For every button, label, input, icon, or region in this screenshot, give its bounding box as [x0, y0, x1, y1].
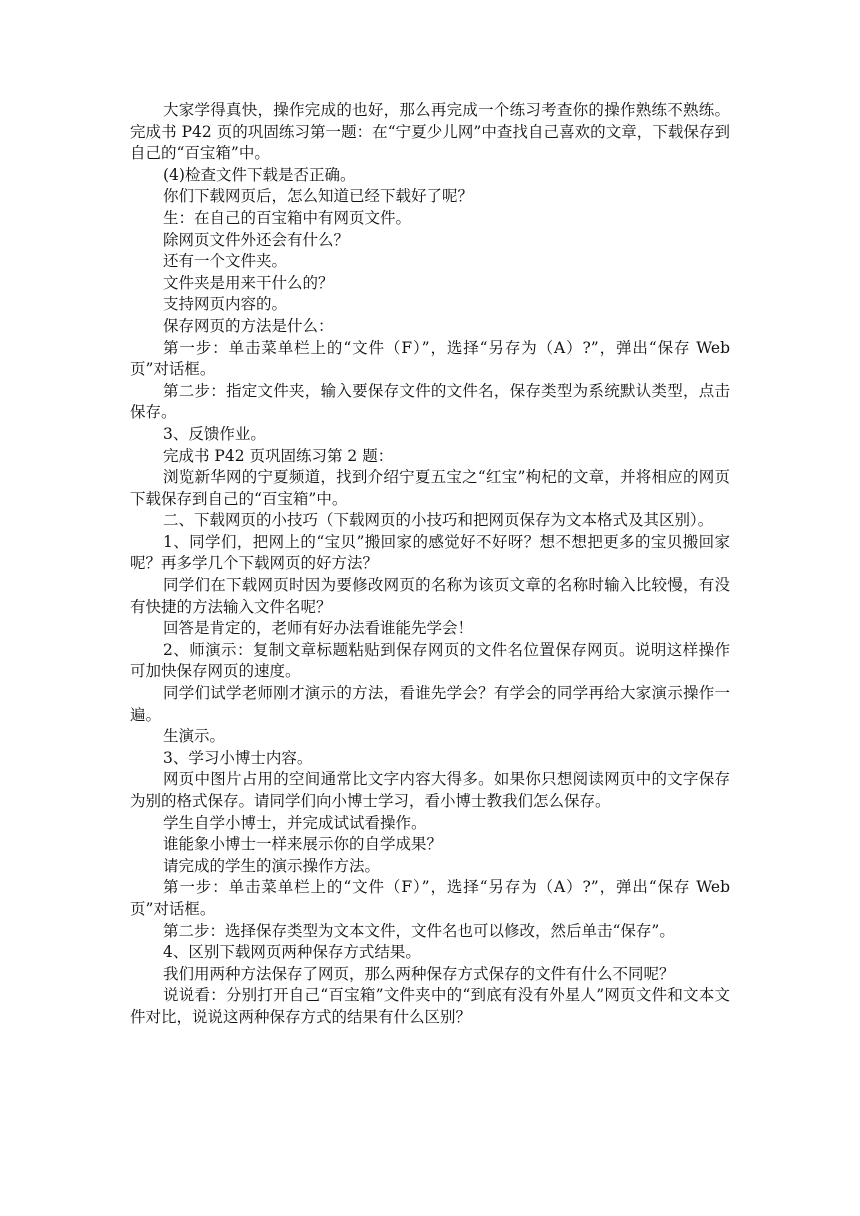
paragraph: 浏览新华网的宁夏频道，找到介绍宁夏五宝之“红宝”枸杞的文章，并将相应的网页下载保存到自己的“百宝箱”中。: [130, 468, 730, 508]
paragraph: 你们下载网页后，怎么知道已经下载好了呢？: [163, 187, 474, 206]
paragraph: 第一步：单击菜单栏上的“文件（F）”，选择“另存为（A）?”，弹出“保存 Web 页”对话框。: [130, 338, 730, 379]
paragraph: 学生自学小博士，并完成试试看操作。: [163, 813, 427, 832]
paragraph: 第一步：单击菜单栏上的“文件（F）”，选择“另存为（A）?”，弹出“保存 Web 页”对话框。: [130, 878, 730, 918]
paragraph: 同学们在下载网页时因为要修改网页的名称为该页文章的名称时输入比较慢，有没有快捷的方法输入文件名呢？: [130, 576, 730, 616]
paragraph: 我们用两种方法保存了网页，那么两种保存方式保存的文件有什么不同呢？: [163, 964, 675, 983]
paragraph: 谁能象小博士一样来展示你的自学成果？: [163, 835, 443, 854]
paragraph: 回答是肯定的，老师有好办法看谁能先学会！: [163, 619, 474, 638]
paragraph: 说说看：分别打开自己“百宝箱”文件夹中的“到底有没有外星人”网页文件和文本文件对比，说说这两种保存方式的结果有什么区别？: [130, 986, 730, 1026]
paragraph: 生演示。: [163, 727, 226, 746]
paragraph: 保存网页的方法是什么：: [163, 316, 334, 335]
paragraph: 生：在自己的百宝箱中有网页文件。: [163, 208, 412, 227]
paragraph: 第二步：指定文件夹，输入要保存文件的文件名，保存类型为系统默认类型，点击保存。: [130, 381, 730, 422]
paragraph: 还有一个文件夹。: [163, 252, 288, 271]
paragraph: 第二步：选择保存类型为文本文件，文件名也可以修改，然后单击“保存”。: [163, 921, 675, 940]
paragraph: 文件夹是用来干什么的？: [163, 273, 334, 292]
paragraph: 支持网页内容的。: [163, 295, 288, 314]
paragraph: 完成书 P42 页巩固练习第 2 题：: [163, 446, 394, 465]
paragraph: 1、同学们，把网上的“宝贝”搬回家的感觉好不好呀？想不想把更多的宝贝搬回家呢？再多学几个下载网页的好方法？: [130, 532, 730, 573]
paragraph: 请完成的学生的演示操作方法。: [163, 856, 381, 875]
paragraph: 2、师演示：复制文章标题粘贴到保存网页的文件名位置保存网页。说明这样操作可加快保存网页的速度。: [130, 640, 730, 681]
paragraph: 3、反馈作业。: [163, 424, 266, 443]
paragraph: 除网页文件外还会有什么？: [163, 230, 350, 249]
document-page: [130, 100, 730, 1029]
paragraph: 二、下载网页的小技巧（下载网页的小技巧和把网页保存为文本格式及其区别）。: [163, 511, 714, 530]
paragraph: 3、学习小博士内容。: [163, 748, 313, 767]
paragraph: (4)检查文件下载是否正确。: [163, 165, 356, 184]
paragraph: 大家学得真快，操作完成的也好，那么再完成一个练习考查你的操作熟练不熟练。 完成书 P42 页的巩固练习第一题：在“宁夏少儿网”中查找自己喜欢的文章，下载保存到自己的“百宝箱”中。: [130, 101, 730, 163]
paragraph: 同学们试学老师刚才演示的方法，看谁先学会？有学会的同学再给大家演示操作一遍。: [130, 684, 730, 724]
paragraph: 网页中图片占用的空间通常比文字内容大得多。如果你只想阅读网页中的文字保存为别的格式保存。请同学们向小博士学习，看小博士教我们怎么保存。: [130, 770, 730, 810]
paragraph: 4、区别下载网页两种保存方式结果。: [163, 943, 421, 962]
